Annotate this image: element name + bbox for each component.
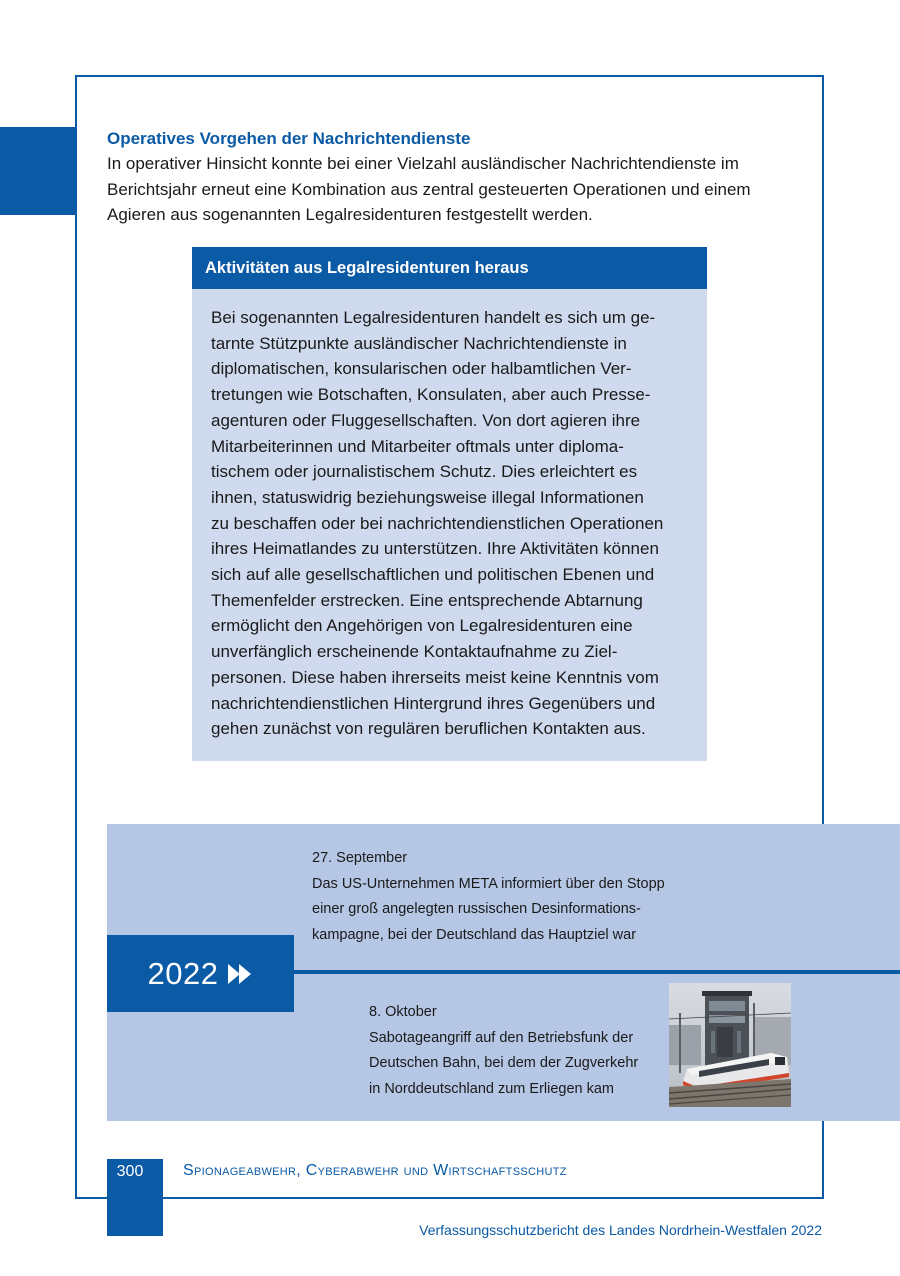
info-box-line: tischem oder journalistischem Schutz. Dies erleichtert es bbox=[211, 462, 638, 482]
info-box bbox=[192, 247, 707, 761]
intro-heading: Operatives Vorgehen der Nachrichtendienste bbox=[107, 129, 471, 148]
left-margin-tab bbox=[0, 127, 76, 215]
fast-forward-icon bbox=[227, 964, 253, 984]
timeline-event bbox=[369, 1000, 669, 1102]
info-box-line: tarnte Stützpunkte ausländischer Nachrichtendienste in bbox=[211, 333, 627, 353]
event-line: einer groß angelegten russischen Desinformations- bbox=[312, 901, 641, 917]
info-box-line: Bei sogenannten Legalresidenturen handelt es sich um ge- bbox=[211, 308, 656, 327]
timeline-divider bbox=[294, 970, 900, 974]
info-box-line: ihnen, statuswidrig beziehungsweise illegal Informationen bbox=[211, 487, 644, 507]
year-label: 2022 bbox=[147, 956, 219, 991]
report-title: Verfassungsschutzbericht des Landes Nordrhein-Westfalen 2022 bbox=[419, 1222, 822, 1238]
intro-line: Berichtsjahr erneut eine Kombination aus zentral gesteuerten Operationen und einem bbox=[107, 179, 751, 199]
intro-line: Agieren aus sogenannten Legalresidenturen festgestellt werden. bbox=[107, 205, 593, 224]
timeline-event bbox=[312, 846, 712, 948]
intro-paragraph bbox=[107, 151, 807, 228]
intro-section bbox=[107, 127, 807, 228]
event-line: Deutschen Bahn, bei dem der Zugverkehr bbox=[369, 1055, 639, 1071]
info-box-title: Aktivitäten aus Legalresidenturen heraus bbox=[192, 247, 707, 289]
info-box-line: diplomatischen, konsularischen oder halbamtlichen Ver- bbox=[211, 359, 632, 379]
info-box-body bbox=[192, 289, 707, 742]
info-box-line: sich auf alle gesellschaftlichen und politischen Ebenen und bbox=[211, 565, 655, 585]
event-line: kampagne, bei der Deutschland das Hauptziel war bbox=[312, 926, 637, 943]
event-line: in Norddeutschland zum Erliegen kam bbox=[369, 1080, 615, 1097]
timeline-band bbox=[107, 824, 900, 1121]
info-box-line: tretungen wie Botschaften, Konsulaten, aber auch Presse- bbox=[211, 385, 651, 405]
train-photo bbox=[669, 983, 791, 1107]
event-line: Sabotageangriff auf den Betriebsfunk der bbox=[369, 1029, 634, 1046]
info-box-line: agenturen oder Fluggesellschaften. Von dort agieren ihre bbox=[211, 410, 641, 430]
section-title: Spionageabwehr, Cyberabwehr und Wirtschaftsschutz bbox=[183, 1162, 567, 1179]
info-box-line: ermöglicht den Angehörigen von Legalresidenturen eine bbox=[211, 616, 633, 636]
info-box-line: zu beschaffen oder bei nachrichtendienstlichen Operationen bbox=[211, 513, 664, 533]
info-box-line: nachrichtendienstlichen Hintergrund ihres Gegenübers und bbox=[211, 693, 656, 713]
info-box-line: ihres Heimatlandes zu unterstützen. Ihre Aktivitäten können bbox=[211, 539, 659, 559]
event-line: Das US-Unternehmen META informiert über den Stopp bbox=[312, 875, 665, 892]
info-box-line: personen. Diese haben ihrerseits meist keine Kenntnis vom bbox=[211, 667, 659, 687]
intro-line: In operativer Hinsicht konnte bei einer Vielzahl ausländischer Nachrichtendienste im bbox=[107, 154, 739, 173]
event-date: 8. Oktober bbox=[369, 1004, 437, 1020]
event-date: 27. September bbox=[312, 850, 408, 866]
info-box-line: Mitarbeiterinnen und Mitarbeiter oftmals unter diploma- bbox=[211, 436, 624, 456]
info-box-line: Themenfelder erstrecken. Eine entsprechende Abtarnung bbox=[211, 590, 643, 610]
info-box-line: gehen zunächst von regulären beruflichen Kontakten aus. bbox=[211, 719, 646, 739]
year-marker bbox=[107, 935, 294, 1012]
info-box-line: unverfänglich erscheinende Kontaktaufnahme zu Ziel- bbox=[211, 642, 618, 662]
page-number: 300 bbox=[116, 1163, 144, 1180]
